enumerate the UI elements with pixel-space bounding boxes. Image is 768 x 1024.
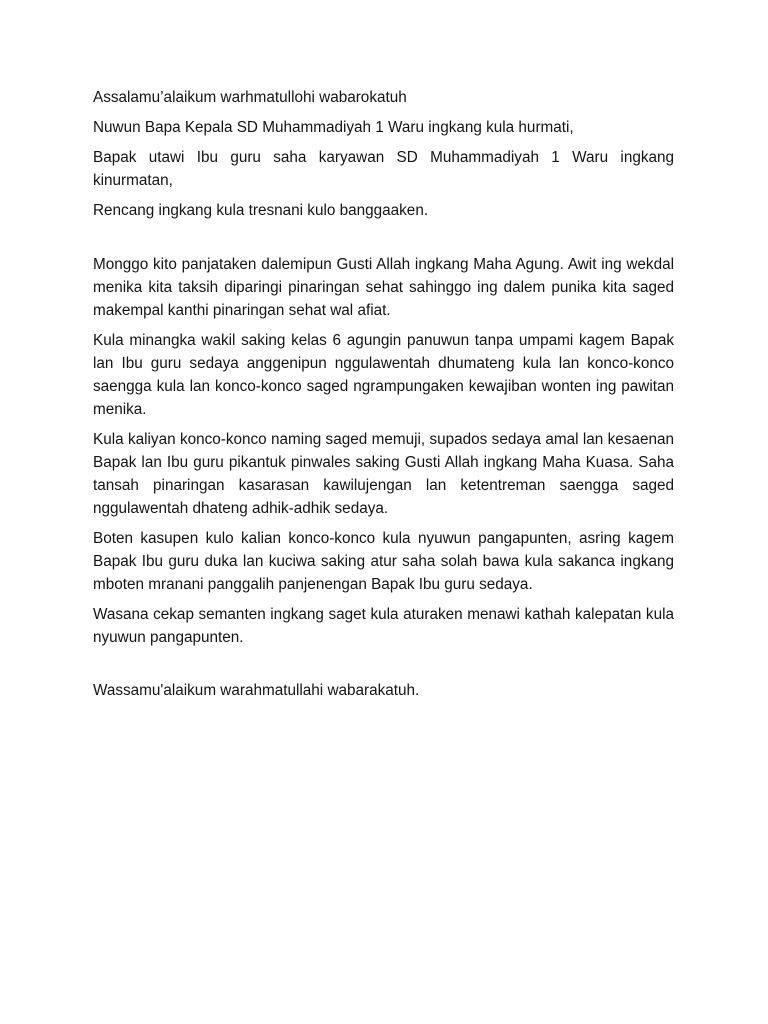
opening-greeting: Assalamu’alaikum warhmatullohi wabarokatuh [93,89,407,106]
body-paragraph-1: Monggo kito panjataken dalemipun Gusti Allah ingkang Maha Agung. Awit ing wekdal menika kita taksih diparingi pinaringan sehat sahinggo ing dalem punika kita saged makempal kanthi pinaringan sehat wal afiat. [93,256,674,319]
body-paragraph-3: Kula kaliyan konco-konco naming saged memuji, supados sedaya amal lan kesaenan Bapak lan Ibu guru pikantuk pinwales saking Gusti Allah ingkang Maha Kuasa. Saha tansah pinaringan kasarasan kawilujengan lan ketentreman saengga saged nggulawentah dhateng adhik-adhik sedaya. [93,431,674,517]
closing-greeting: Wassamu'alaikum warahmatullahi wabarakatuh. [93,682,420,699]
body-paragraph-2: Kula minangka wakil saking kelas 6 agungin panuwun tanpa umpami kagem Bapak lan Ibu guru sedaya anggenipun nggulawentah dhumateng kula lan konco-konco saengga kula lan konco-konco saged ngrampungaken kewajiban wonten ing pawitan menika. [93,332,674,418]
address-friends: Rencang ingkang kula tresnani kulo banggaaken. [93,202,429,219]
address-teachers: Bapak utawi Ibu guru saha karyawan SD Muhammadiyah 1 Waru ingkang kinurmatan, [93,149,674,189]
address-principal: Nuwun Bapa Kepala SD Muhammadiyah 1 Waru ingkang kula hurmati, [93,119,574,136]
closing-paragraph: Wasana cekap semanten ingkang saget kula aturaken menawi kathah kalepatan kula nyuwun pangapunten. [93,606,674,646]
body-paragraph-4: Boten kasupen kulo kalian konco-konco kula nyuwun pangapunten, asring kagem Bapak Ibu guru duka lan kuciwa saking atur saha solah bawa kula sakanca ingkang mboten mranani panggalih panjenengan Bapak Ibu guru sedaya. [93,530,674,593]
